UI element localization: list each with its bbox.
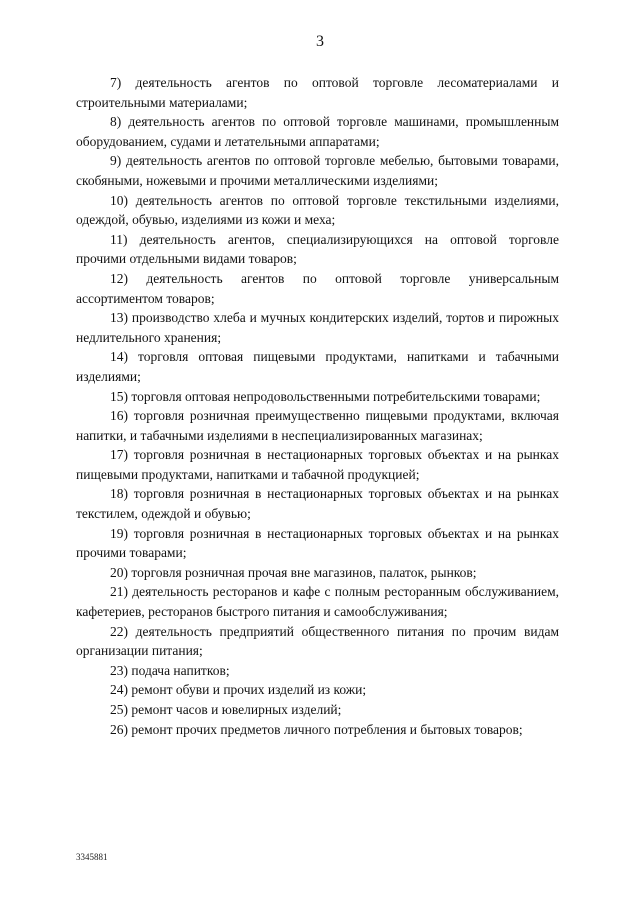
document-code: 3345881 bbox=[76, 852, 108, 862]
list-item: 26) ремонт прочих предметов личного потребления и бытовых товаров; bbox=[110, 721, 523, 737]
list-item: 8) деятельность агентов по оптовой торговле машинами, промышленным оборудованием, судами и летательными аппаратами; bbox=[76, 114, 559, 149]
list-item: 10) деятельность агентов по оптовой торговле текстильными изделиями, одеждой, обувью, изделиями из кожи и меха; bbox=[76, 192, 559, 228]
list-item: 17) торговля розничная в нестационарных торговых объектах и на рынках пищевыми продуктами, напитками и табачной продукцией; bbox=[76, 447, 559, 482]
list-item: 22) деятельность предприятий общественного питания по прочим видам организации питания; bbox=[76, 623, 559, 659]
list-item: 11) деятельность агентов, специализирующихся на оптовой торговле прочими отдельными видами товаров; bbox=[76, 231, 559, 267]
list-item: 19) торговля розничная в нестационарных торговых объектах и на рынках прочими товарами; bbox=[76, 525, 559, 561]
list-item: 13) производство хлеба и мучных кондитерских изделий, тортов и пирожных недлительного хранения; bbox=[76, 310, 559, 345]
list-item: 12) деятельность агентов по оптовой торговле универсальным ассортиментом товаров; bbox=[76, 270, 559, 306]
list-item: 23) подача напитков; bbox=[110, 662, 230, 678]
list-item: 16) торговля розничная преимущественно пищевыми продуктами, включая напитки, и табачными изделиями в неспециализированных магазинах; bbox=[76, 408, 559, 443]
list-item: 15) торговля оптовая непродовольственными потребительскими товарами; bbox=[110, 388, 541, 404]
list-item: 18) торговля розничная в нестационарных торговых объектах и на рынках текстилем, одеждой и обувью; bbox=[76, 486, 559, 522]
list-item: 9) деятельность агентов по оптовой торговле мебелью, бытовыми товарами, скобяными, ножевыми и прочими металлическими изделиями; bbox=[76, 153, 559, 188]
list-item: 24) ремонт обуви и прочих изделий из кожи; bbox=[110, 682, 367, 698]
document-body bbox=[76, 73, 559, 739]
list-item: 25) ремонт часов и ювелирных изделий; bbox=[110, 702, 342, 717]
page-number: 3 bbox=[316, 33, 324, 50]
list-item: 14) торговля оптовая пищевыми продуктами, напитками и табачными изделиями; bbox=[76, 349, 559, 384]
list-item: 21) деятельность ресторанов и кафе с полным ресторанным обслуживанием, кафетериев, ресторанов быстрого питания и самообслуживания; bbox=[76, 584, 559, 620]
list-item: 20) торговля розничная прочая вне магазинов, палаток, рынков; bbox=[110, 564, 477, 580]
list-item: 7) деятельность агентов по оптовой торговле лесоматериалами и строительными материалами; bbox=[76, 75, 559, 110]
